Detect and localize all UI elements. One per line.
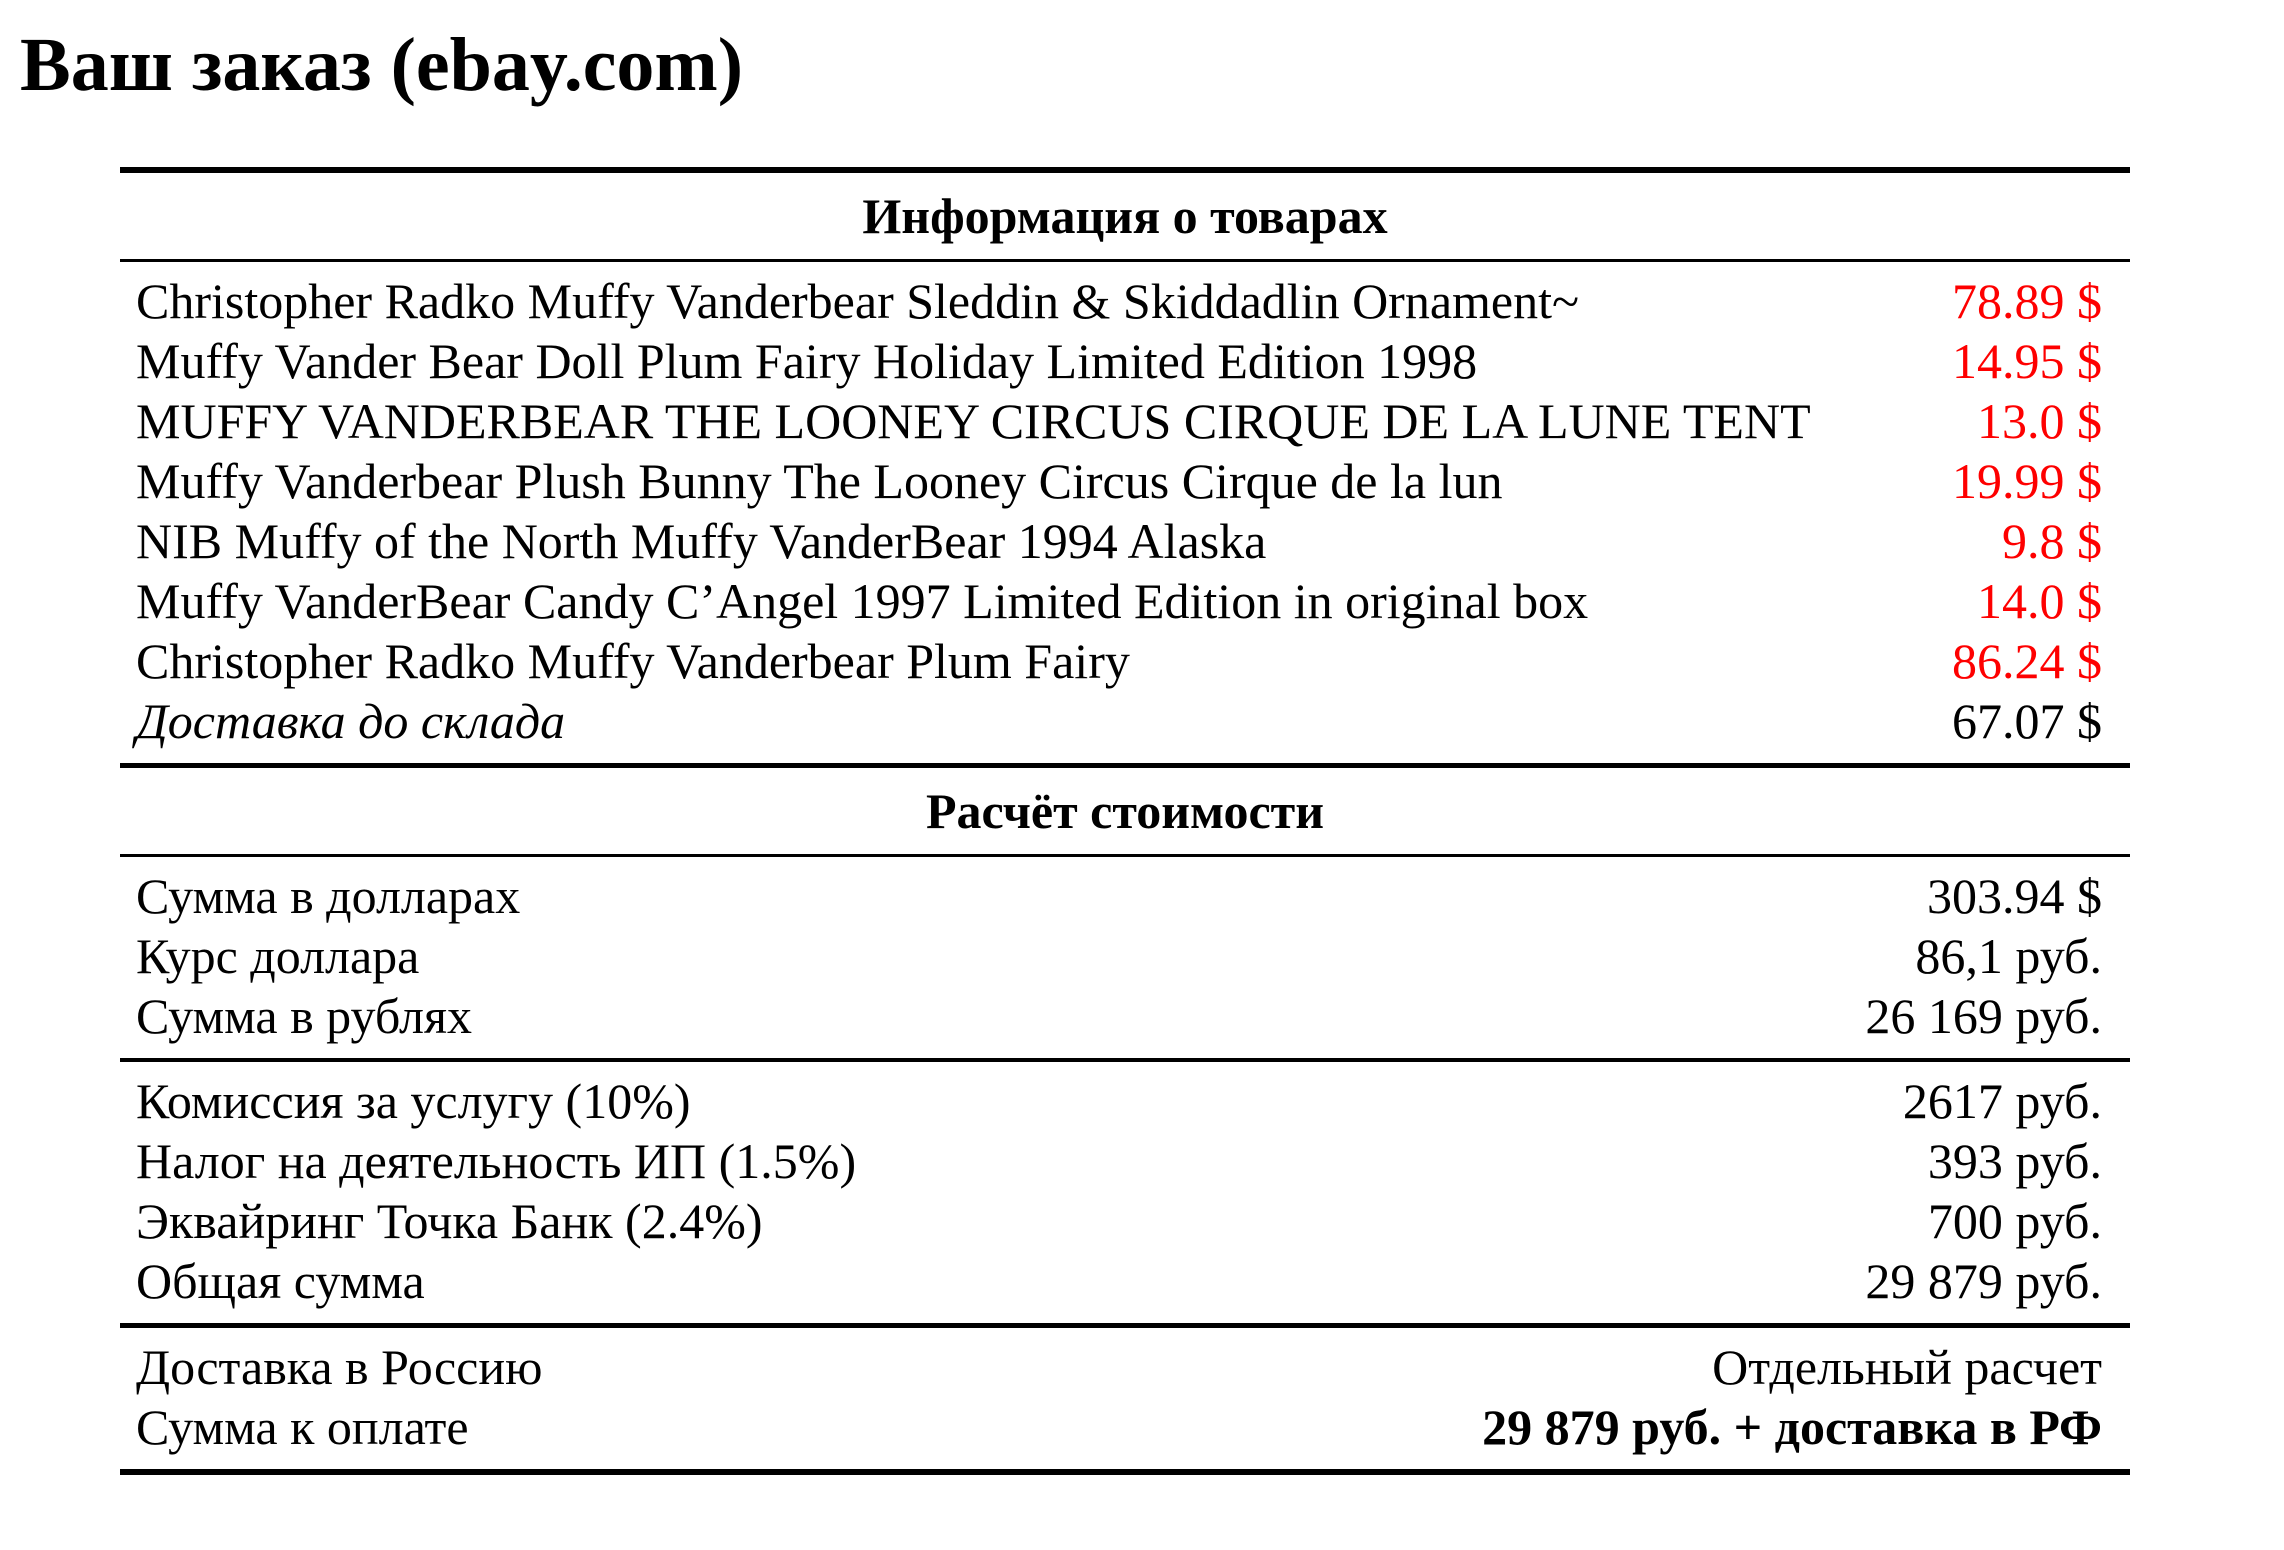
item-price: 13.0 $: [1977, 393, 2102, 449]
calc-label: Налог на деятельность ИП (1.5%): [136, 1133, 857, 1189]
calc-fees-group: [120, 1062, 2130, 1323]
items-section-header: Информация о товарах: [862, 188, 1388, 244]
calc-row-commission: [120, 1071, 2130, 1131]
item-row: [120, 511, 2130, 571]
item-price: 78.89 $: [1952, 273, 2102, 329]
calc-row-russia-delivery: [120, 1337, 2130, 1397]
calc-label: Общая сумма: [136, 1253, 425, 1309]
item-name: Christopher Radko Muffy Vanderbear Plum Fairy: [136, 633, 1130, 689]
items-list: [120, 262, 2130, 763]
calc-totals-group: [120, 1328, 2130, 1469]
calc-value: 29 879 руб.: [1865, 1253, 2102, 1309]
calc-row-tax: [120, 1131, 2130, 1191]
calc-section-header: Расчёт стоимости: [925, 783, 1325, 839]
item-row: [120, 331, 2130, 391]
calc-value: 29 879 руб. + доставка в РФ: [1482, 1399, 2102, 1455]
item-row: [120, 631, 2130, 691]
calc-value: 2617 руб.: [1902, 1073, 2102, 1129]
item-price: 86.24 $: [1952, 633, 2102, 689]
calc-label: Эквайринг Точка Банк (2.4%): [136, 1193, 763, 1249]
calc-row-ruble-sum: [120, 986, 2130, 1046]
calc-row-exchange-rate: [120, 926, 2130, 986]
calc-value: Отдельный расчет: [1712, 1339, 2102, 1395]
item-name: NIB Muffy of the North Muffy VanderBear 1994 Alaska: [136, 513, 1267, 569]
calc-summary-group: [120, 857, 2130, 1058]
calc-row-total-sum: [120, 1251, 2130, 1311]
divider-bottom: [120, 1469, 2130, 1475]
order-table: [120, 167, 2130, 1475]
item-row: [120, 271, 2130, 331]
item-name: MUFFY VANDERBEAR THE LOONEY CIRCUS CIRQUE DE LA LUNE TENT: [136, 393, 1811, 449]
calc-label: Курс доллара: [136, 928, 420, 984]
item-name: Muffy VanderBear Candy C’Angel 1997 Limited Edition in original box: [136, 573, 1589, 629]
calc-label: Сумма в рублях: [136, 988, 473, 1044]
item-name: Christopher Radko Muffy Vanderbear Sleddin & Skiddadlin Ornament~: [136, 273, 1580, 329]
calc-value: 393 руб.: [1927, 1133, 2102, 1189]
calc-value: 86,1 руб.: [1915, 928, 2102, 984]
item-name: Muffy Vanderbear Plush Bunny The Looney Circus Cirque de la lun: [136, 453, 1503, 509]
calc-label: Комиссия за услугу (10%): [136, 1073, 691, 1129]
item-price: 9.8 $: [2002, 513, 2102, 569]
item-row: [120, 451, 2130, 511]
calc-value: 26 169 руб.: [1865, 988, 2102, 1044]
item-row: [120, 571, 2130, 631]
calc-label: Доставка в Россию: [136, 1339, 543, 1395]
calc-row-acquiring: [120, 1191, 2130, 1251]
calc-label: Сумма в долларах: [136, 868, 521, 924]
calc-row-dollar-sum: [120, 866, 2130, 926]
calc-value: 303.94 $: [1927, 868, 2102, 924]
item-price: 67.07 $: [1952, 693, 2102, 749]
item-price: 14.95 $: [1952, 333, 2102, 389]
page-title: Ваш заказ (ebay.com): [20, 23, 744, 107]
item-name: Muffy Vander Bear Doll Plum Fairy Holiday Limited Edition 1998: [136, 333, 1478, 389]
calc-label: Сумма к оплате: [136, 1399, 469, 1455]
item-name: Доставка до склада: [136, 693, 566, 749]
item-row-warehouse-delivery: [120, 691, 2130, 751]
item-row: [120, 391, 2130, 451]
calc-value: 700 руб.: [1927, 1193, 2102, 1249]
calc-row-amount-due: [120, 1397, 2130, 1457]
item-price: 19.99 $: [1952, 453, 2102, 509]
item-price: 14.0 $: [1977, 573, 2102, 629]
